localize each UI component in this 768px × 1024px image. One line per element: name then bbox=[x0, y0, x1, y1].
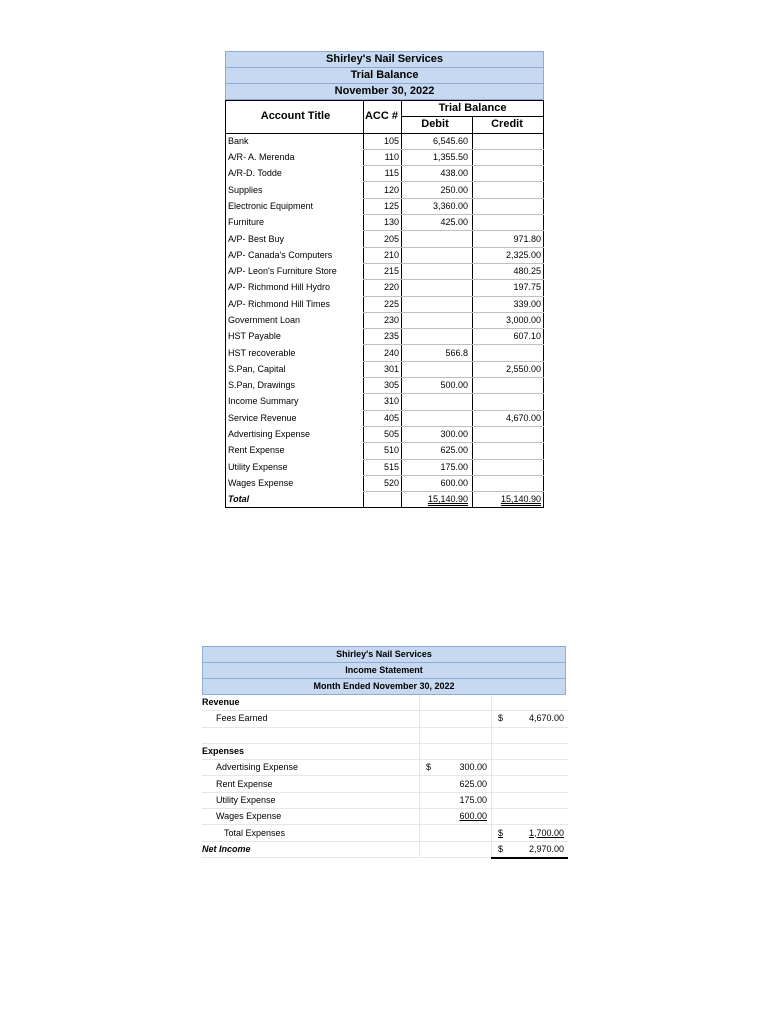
tb-credit-amount bbox=[473, 166, 544, 182]
tb-total-acc bbox=[364, 492, 402, 508]
tb-account-number: 310 bbox=[364, 394, 402, 410]
is-company-name: Shirley's Nail Services bbox=[202, 646, 566, 662]
is-fees-currency: $ bbox=[498, 713, 504, 724]
tb-account-number: 240 bbox=[364, 345, 402, 361]
tb-credit-amount bbox=[473, 394, 544, 410]
tb-debit-amount: 600.00 bbox=[402, 475, 473, 491]
tb-credit-amount bbox=[473, 149, 544, 165]
tb-debit-amount: 3,360.00 bbox=[402, 198, 473, 214]
income-statement-table bbox=[202, 646, 566, 859]
tb-credit-amount: 4,670.00 bbox=[473, 410, 544, 426]
tb-debit-amount: 300.00 bbox=[402, 426, 473, 442]
is-expenses-label: Expenses bbox=[202, 743, 420, 759]
tb-row bbox=[226, 247, 544, 263]
tb-account-title: A/P- Canada's Computers bbox=[226, 247, 364, 263]
tb-date: November 30, 2022 bbox=[225, 83, 544, 100]
tb-account-number: 130 bbox=[364, 215, 402, 231]
tb-credit-amount: 339.00 bbox=[473, 296, 544, 312]
tb-account-number: 505 bbox=[364, 426, 402, 442]
col-header-debit: Debit bbox=[402, 117, 473, 133]
tb-debit-amount: 175.00 bbox=[402, 459, 473, 475]
is-fees-label: Fees Earned bbox=[202, 711, 420, 727]
tb-row bbox=[226, 280, 544, 296]
tb-credit-amount: 971.80 bbox=[473, 231, 544, 247]
tb-credit-amount: 607.10 bbox=[473, 329, 544, 345]
is-expense-row bbox=[202, 760, 568, 776]
is-expense-amount: 600.00 bbox=[459, 811, 487, 822]
tb-credit-amount bbox=[473, 459, 544, 475]
is-net-income-amount: 2,970.00 bbox=[528, 843, 564, 854]
tb-account-title: Electronic Equipment bbox=[226, 198, 364, 214]
tb-total-row bbox=[226, 492, 544, 508]
tb-debit-amount bbox=[402, 263, 473, 279]
is-total-expenses-currency: $ bbox=[498, 827, 504, 838]
is-revenue-header-row bbox=[202, 695, 568, 711]
is-total-expenses-row bbox=[202, 825, 568, 841]
tb-row bbox=[226, 361, 544, 377]
tb-credit-amount bbox=[473, 198, 544, 214]
col-header-trial-balance: Trial Balance bbox=[402, 101, 544, 117]
tb-rows bbox=[226, 133, 544, 492]
tb-account-title: Income Summary bbox=[226, 394, 364, 410]
tb-debit-amount bbox=[402, 296, 473, 312]
tb-account-number: 205 bbox=[364, 231, 402, 247]
tb-debit-amount: 1,355.50 bbox=[402, 149, 473, 165]
is-period: Month Ended November 30, 2022 bbox=[202, 678, 566, 695]
tb-row bbox=[226, 133, 544, 149]
tb-account-number: 115 bbox=[364, 166, 402, 182]
is-title: Income Statement bbox=[202, 662, 566, 678]
is-expense-label: Wages Expense bbox=[202, 809, 420, 825]
tb-debit-amount bbox=[402, 247, 473, 263]
tb-row bbox=[226, 231, 544, 247]
is-expense-row bbox=[202, 792, 568, 808]
tb-account-number: 110 bbox=[364, 149, 402, 165]
tb-credit-amount bbox=[473, 475, 544, 491]
tb-account-number: 515 bbox=[364, 459, 402, 475]
tb-row bbox=[226, 149, 544, 165]
tb-account-number: 301 bbox=[364, 361, 402, 377]
tb-row bbox=[226, 329, 544, 345]
tb-account-title: A/P- Richmond Hill Hydro bbox=[226, 280, 364, 296]
tb-total-credit: 15,140.90 bbox=[473, 492, 544, 508]
tb-account-number: 215 bbox=[364, 263, 402, 279]
tb-account-title: Government Loan bbox=[226, 312, 364, 328]
is-total-expenses-amount: 1,700.00 bbox=[528, 827, 564, 838]
tb-credit-amount bbox=[473, 378, 544, 394]
tb-account-title: A/R- A. Merenda bbox=[226, 149, 364, 165]
is-expense-amount: 300.00 bbox=[459, 762, 487, 773]
tb-credit-amount bbox=[473, 182, 544, 198]
tb-credit-amount bbox=[473, 426, 544, 442]
tb-row bbox=[226, 443, 544, 459]
tb-account-number: 230 bbox=[364, 312, 402, 328]
is-expense-label: Utility Expense bbox=[202, 792, 420, 808]
tb-account-title: Advertising Expense bbox=[226, 426, 364, 442]
tb-row bbox=[226, 426, 544, 442]
tb-debit-amount bbox=[402, 410, 473, 426]
tb-account-title: Utility Expense bbox=[226, 459, 364, 475]
trial-balance-table bbox=[225, 51, 544, 508]
tb-account-title: Rent Expense bbox=[226, 443, 364, 459]
tb-account-number: 225 bbox=[364, 296, 402, 312]
tb-row bbox=[226, 459, 544, 475]
tb-account-number: 105 bbox=[364, 133, 402, 149]
tb-debit-amount bbox=[402, 280, 473, 296]
tb-debit-amount bbox=[402, 329, 473, 345]
tb-account-title: A/R-D. Todde bbox=[226, 166, 364, 182]
tb-account-number: 210 bbox=[364, 247, 402, 263]
is-expense-amount: 625.00 bbox=[459, 778, 487, 789]
tb-total-label: Total bbox=[226, 492, 364, 508]
tb-debit-amount bbox=[402, 361, 473, 377]
is-expense-row bbox=[202, 809, 568, 825]
is-net-income-label: Net Income bbox=[202, 841, 420, 858]
tb-account-number: 305 bbox=[364, 378, 402, 394]
tb-total-debit: 15,140.90 bbox=[402, 492, 473, 508]
tb-row bbox=[226, 410, 544, 426]
tb-row bbox=[226, 215, 544, 231]
tb-account-title: A/P- Richmond Hill Times bbox=[226, 296, 364, 312]
tb-credit-amount: 2,550.00 bbox=[473, 361, 544, 377]
tb-credit-amount: 2,325.00 bbox=[473, 247, 544, 263]
tb-credit-amount bbox=[473, 443, 544, 459]
is-fees-amount: 4,670.00 bbox=[528, 713, 564, 724]
tb-account-title: Service Revenue bbox=[226, 410, 364, 426]
tb-row bbox=[226, 263, 544, 279]
tb-account-number: 120 bbox=[364, 182, 402, 198]
col-header-credit: Credit bbox=[473, 117, 544, 133]
tb-credit-amount bbox=[473, 345, 544, 361]
tb-row bbox=[226, 475, 544, 491]
is-expense-currency: $ bbox=[426, 762, 432, 773]
tb-company-name: Shirley's Nail Services bbox=[225, 51, 544, 67]
tb-credit-amount bbox=[473, 133, 544, 149]
tb-debit-amount: 566.8 bbox=[402, 345, 473, 361]
tb-account-number: 235 bbox=[364, 329, 402, 345]
is-expense-label: Rent Expense bbox=[202, 776, 420, 792]
tb-debit-amount: 500.00 bbox=[402, 378, 473, 394]
tb-debit-amount: 625.00 bbox=[402, 443, 473, 459]
tb-account-title: Furniture bbox=[226, 215, 364, 231]
tb-account-title: HST recoverable bbox=[226, 345, 364, 361]
tb-account-number: 220 bbox=[364, 280, 402, 296]
tb-row bbox=[226, 182, 544, 198]
tb-row bbox=[226, 166, 544, 182]
tb-row bbox=[226, 394, 544, 410]
tb-account-title: S.Pan, Drawings bbox=[226, 378, 364, 394]
tb-debit-amount bbox=[402, 394, 473, 410]
tb-title: Trial Balance bbox=[225, 67, 544, 83]
tb-account-title: S.Pan, Capital bbox=[226, 361, 364, 377]
tb-account-number: 125 bbox=[364, 198, 402, 214]
tb-credit-amount: 480.25 bbox=[473, 263, 544, 279]
tb-account-number: 405 bbox=[364, 410, 402, 426]
tb-debit-amount: 425.00 bbox=[402, 215, 473, 231]
tb-account-title: Wages Expense bbox=[226, 475, 364, 491]
is-fees-row bbox=[202, 711, 568, 727]
col-header-account-title: Account Title bbox=[226, 101, 364, 134]
tb-account-number: 510 bbox=[364, 443, 402, 459]
is-expenses-header-row bbox=[202, 743, 568, 759]
tb-debit-amount: 6,545.60 bbox=[402, 133, 473, 149]
tb-row bbox=[226, 296, 544, 312]
tb-debit-amount bbox=[402, 312, 473, 328]
tb-row bbox=[226, 312, 544, 328]
tb-debit-amount: 438.00 bbox=[402, 166, 473, 182]
tb-row bbox=[226, 345, 544, 361]
tb-account-number: 520 bbox=[364, 475, 402, 491]
tb-account-title: HST Payable bbox=[226, 329, 364, 345]
is-net-income-row bbox=[202, 841, 568, 858]
tb-account-title: Supplies bbox=[226, 182, 364, 198]
tb-account-title: Bank bbox=[226, 133, 364, 149]
tb-row bbox=[226, 378, 544, 394]
is-net-income-currency: $ bbox=[498, 843, 504, 854]
tb-credit-amount bbox=[473, 215, 544, 231]
is-expense-row bbox=[202, 776, 568, 792]
tb-credit-amount: 197.75 bbox=[473, 280, 544, 296]
tb-debit-amount: 250.00 bbox=[402, 182, 473, 198]
is-expense-label: Advertising Expense bbox=[202, 760, 420, 776]
tb-row bbox=[226, 198, 544, 214]
tb-debit-amount bbox=[402, 231, 473, 247]
is-blank-row bbox=[202, 727, 568, 743]
tb-account-title: A/P- Best Buy bbox=[226, 231, 364, 247]
tb-account-title: A/P- Leon's Furniture Store bbox=[226, 263, 364, 279]
is-revenue-label: Revenue bbox=[202, 695, 420, 711]
col-header-acc-number: ACC # bbox=[364, 101, 402, 134]
is-total-expenses-label: Total Expenses bbox=[202, 825, 420, 841]
tb-credit-amount: 3,000.00 bbox=[473, 312, 544, 328]
is-expense-amount: 175.00 bbox=[459, 794, 487, 805]
